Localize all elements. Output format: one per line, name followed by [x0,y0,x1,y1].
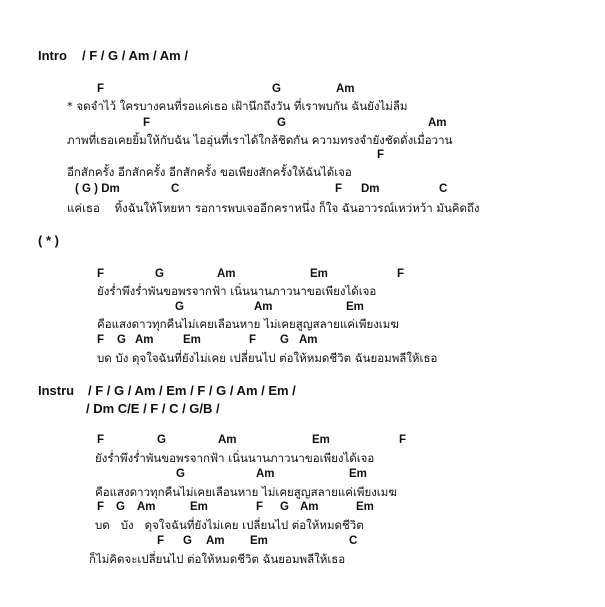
chord: F [143,117,151,129]
chord: Am [428,117,447,129]
chord: G [155,268,164,280]
chord: Am [254,301,273,313]
chord: Am [206,535,225,547]
chord: Am [217,268,236,280]
lyric-line: แค่เธอ ทิ้งฉันให้โหยหา รอการพบเจออีกคราหนึ่ง ก็ใจ ฉันอาวรณ์เหว่หว้า มันคิดถึง [67,201,480,215]
chord: Am [299,334,318,346]
chord: G [183,535,192,547]
intro-chords: / F / G / Am / Am / [82,48,188,63]
lyric-line: คือแสงดาวทุกคืนไม่เคยเลือนหาย ไม่เคยสูญสลายแค่เพียงเมฆ [95,485,397,499]
chord: Dm [361,183,380,195]
chord: Am [135,334,154,346]
chord: Em [310,268,328,280]
chord: G [157,434,166,446]
chord: Em [356,501,374,513]
chord: F [97,501,105,513]
instru-chords-line1: / F / G / Am / Em / F / G / Am / Em / [88,383,296,398]
chord: F [249,334,257,346]
chord: F [97,268,105,280]
chord: Em [250,535,268,547]
chord: F [97,83,105,95]
chord: Am [256,468,275,480]
lyric-line: * จดจำไว้ ใครบางคนที่รอแค่เธอ เฝ้านึกถึงวัน ที่เราพบกัน ฉันยังไม่ลืม [67,99,408,113]
chord: G [117,334,126,346]
chord: F [97,434,105,446]
chord: G [116,501,125,513]
chord: F [377,149,385,161]
chord: F [335,183,343,195]
chord: C [349,535,358,547]
chord: Am [218,434,237,446]
chord: Em [312,434,330,446]
chord: Em [346,301,364,313]
repeat-mark: ( * ) [38,233,59,248]
lyric-line: บด บัง ดุจใจฉันที่ยังไม่เคย เปลี่ยนไป ต่อให้หมดชีวิต [95,518,364,532]
chord: F [256,501,264,513]
chord: G [280,334,289,346]
chord: G [272,83,281,95]
lyric-line: ก็ไม่คิดจะเปลี่ยนไป ต่อให้หมดชีวิต ฉันยอมพลีให้เธอ [89,552,346,566]
lyric-line: บด บัง ดุจใจฉันที่ยังไม่เคย เปลี่ยนไป ต่อให้หมดชีวิต ฉันยอมพลีให้เธอ [97,351,438,365]
chord: Em [349,468,367,480]
chord: Am [336,83,355,95]
lyric-line: อีกสักครั้ง อีกสักครั้ง อีกสักครั้ง ขอเพียงสักครั้งให้ฉันได้เจอ [67,165,352,179]
instru-label: Instru [38,383,75,398]
chord: C [171,183,180,195]
chord: C [439,183,448,195]
lyric-line: คือแสงดาวทุกคืนไม่เคยเลือนหาย ไม่เคยสูญสลายแค่เพียงเมฆ [97,317,399,331]
chord: Em [190,501,208,513]
chord: G [175,301,184,313]
lyric-line: ยังร่ำพึงร่ำพันขอพรจากฟ้า เนิ่นนานภาวนาขอเพียงได้เจอ [95,451,375,465]
lyric-line: ยังร่ำพึงร่ำพันขอพรจากฟ้า เนิ่นนานภาวนาขอเพียงได้เจอ [97,284,377,298]
instru-chords-line2: / Dm C/E / F / C / G/B / [86,401,220,416]
chord: Em [183,334,201,346]
chord: G [277,117,286,129]
chord: F [399,434,407,446]
chord: G [176,468,185,480]
chord: F [97,334,105,346]
chord: Am [300,501,319,513]
intro-label: Intro [38,48,67,63]
chord: G [280,501,289,513]
chord: F [157,535,165,547]
chord: F [397,268,405,280]
chord: ( G ) Dm [75,183,120,195]
lyric-line: ภาพที่เธอเคยยิ้มให้กับฉัน ไออุ่นที่เราได้ใกล้ชิดกัน ความทรงจำยังชัดดั่งเมื่อวาน [67,133,453,147]
chord: Am [137,501,156,513]
